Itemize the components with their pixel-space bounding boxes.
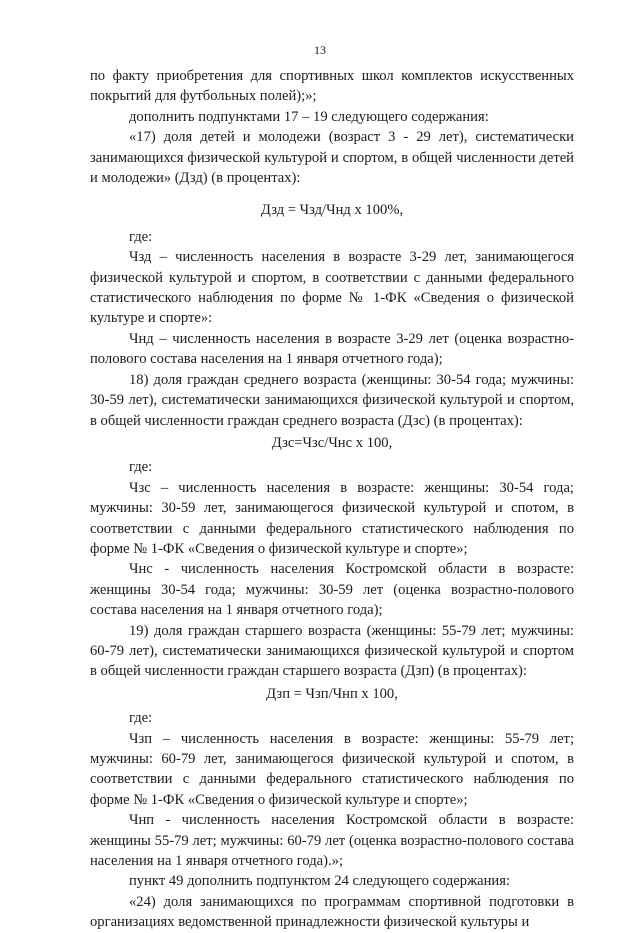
- paragraph-item-24: «24) доля занимающихся по программам спортивной подготовки в организациях ведомственной принадлежности физической культуры и: [90, 893, 574, 931]
- definition-chzs: Чзс – численность населения в возрасте: женщины: 30-54 года; мужчины: 30-59 лет, занимающегося физической культурой и спотом, в соответствии с данными федерального статистического наблюдения по форме № 1-ФК «Сведения о физической культуре и спорте»;: [90, 479, 574, 557]
- where-label: где:: [129, 710, 153, 727]
- definition-chnd: Чнд – численность населения в возрасте 3-29 лет (оценка возрастно-полового состава населения на 1 января отчетного года);: [90, 330, 574, 368]
- paragraph-continuation: по факту приобретения для спортивных школ комплектов искусственных покрытий для футбольных полей);»;: [90, 68, 574, 105]
- document-body: [90, 66, 574, 933]
- paragraph-item-17: «17) доля детей и молодежи (возраст 3 - 29 лет), систематически занимающихся физической культурой и спортом, в общей численности детей и молодежи» (Дзд) (в процентах):: [90, 129, 574, 187]
- where-label: где:: [129, 459, 153, 476]
- paragraph-point-49: пункт 49 дополнить подпунктом 24 следующего содержания:: [129, 873, 511, 890]
- formula-dzs: Дзс=Чзс/Чнс х 100,: [271, 434, 393, 451]
- definition-chnp: Чнп - численность населения Костромской области в возрасте: женщины 55-79 лет; мужчины: 60-79 лет (оценка возрастно-полового состава населения на 1 января отчетного года).»;: [90, 812, 574, 870]
- paragraph-amendment-intro: дополнить подпунктами 17 – 19 следующего содержания:: [129, 108, 489, 125]
- paragraph-item-19: 19) доля граждан старшего возраста (женщины: 55-79 лет; мужчины: 60-79 лет), систематически занимающихся физической культурой и спортом в общей численности граждан старшего возраста (Дзп) (в процентах):: [90, 622, 574, 680]
- where-label: где:: [129, 228, 153, 245]
- page-number: 13: [314, 43, 326, 57]
- paragraph-item-18: 18) доля граждан среднего возраста (женщины: 30-54 года; мужчины: 30-59 лет), систематически занимающихся физической культурой и спортом, в общей численности граждан среднего возраста (Дзс) (в процентах):: [90, 371, 574, 429]
- formula-dzp: Дзп = Чзп/Чнп х 100,: [266, 685, 398, 702]
- definition-chns: Чнс - численность населения Костромской области в возрасте: женщины 30-54 года; мужчины: 30-59 лет (оценка возрастно-полового состава населения на 1 января отчетного года);: [90, 561, 574, 619]
- definition-chzd: Чзд – численность населения в возрасте 3-29 лет, занимающегося физической культурой и спортом, в соответствии с данными федерального статистического наблюдения по форме № 1-ФК «Сведения о физической культуре и спорте»:: [90, 249, 574, 327]
- definition-chzp: Чзп – численность населения в возрасте: женщины: 55-79 лет; мужчины: 60-79 лет, занимающегося физической культурой и спотом, в соответствии с данными федерального статистического наблюдения по форме № 1-ФК «Сведения о физической культуре и спорте»;: [90, 730, 574, 808]
- formula-dzd: Дзд = Чзд/Чнд х 100%,: [260, 202, 404, 219]
